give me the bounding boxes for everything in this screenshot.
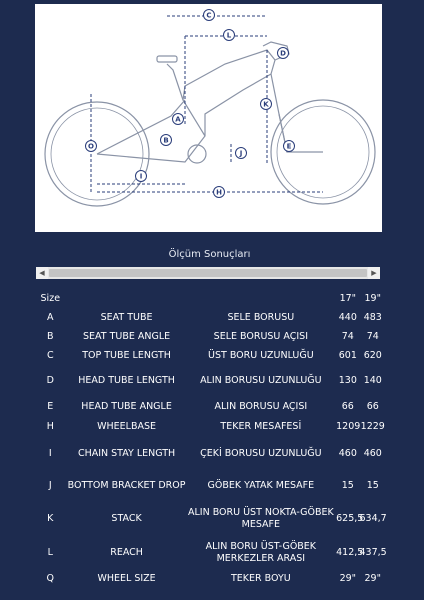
table-row	[33, 308, 386, 327]
header-size-19: 19"	[364, 292, 381, 304]
row-value-17: 601	[338, 349, 357, 361]
row-value-19: 634,7	[359, 513, 387, 524]
diagram-label-h: H	[216, 188, 222, 197]
row-value-17: 29"	[339, 572, 357, 584]
row-name-tr: ALIN BORU ÜST-GÖBEK MERKEZLER ARASI	[205, 540, 317, 564]
horizontal-scrollbar[interactable]	[36, 267, 380, 279]
row-name-en: WHEEL SIZE	[97, 572, 156, 584]
row-value-19: 66	[366, 401, 379, 412]
row-code: I	[48, 447, 52, 459]
row-code: A	[47, 311, 54, 323]
row-name-en: REACH	[110, 546, 143, 558]
row-name-tr: SELE BORUSU AÇISI	[213, 330, 309, 342]
row-name-tr: ALIN BORUSU UZUNLUĞU	[200, 375, 322, 386]
table-row	[33, 417, 386, 437]
row-name-tr: ALIN BORUSU AÇISI	[214, 401, 308, 412]
row-value-19: 620	[363, 349, 382, 361]
row-value-17: 1209	[336, 421, 361, 432]
row-name-en: TOP TUBE LENGTH	[82, 349, 171, 361]
diagram-label-l: L	[226, 31, 232, 40]
diagram-label-b: B	[163, 136, 169, 145]
header-tr	[186, 289, 337, 308]
row-name-en: HEAD TUBE LENGTH	[78, 375, 175, 386]
table-row	[33, 365, 386, 397]
diagram-label-d: D	[280, 49, 286, 58]
row-code: K	[47, 513, 54, 524]
row-name-tr: TEKER MESAFESİ	[220, 421, 302, 432]
table-row	[33, 327, 386, 346]
row-code: L	[47, 546, 53, 558]
diagram-label-e: E	[286, 142, 292, 151]
row-value-19: 460	[363, 447, 382, 459]
row-value-17: 15	[341, 480, 354, 491]
row-name-en: STACK	[111, 513, 142, 524]
diagram-label-i: I	[139, 172, 143, 181]
geometry-diagram	[35, 4, 382, 232]
measurement-table	[33, 289, 386, 588]
row-code: Q	[46, 572, 55, 584]
row-name-tr: SELE BORUSU	[227, 311, 295, 323]
results-title: Ölçüm Sonuçları	[168, 249, 251, 260]
row-value-17: 460	[338, 447, 357, 459]
row-value-17: 66	[341, 401, 354, 412]
row-value-19: 1229	[360, 421, 385, 432]
diagram-label-c: C	[206, 11, 212, 20]
table-row	[33, 437, 386, 470]
row-name-tr: ALIN BORU ÜST NOKTA-GÖBEK MESAFE	[187, 507, 334, 530]
row-value-17: 74	[341, 330, 354, 342]
row-value-19: 437,5	[359, 546, 387, 558]
row-name-en: SEAT TUBE ANGLE	[82, 330, 171, 342]
row-value-17: 130	[338, 375, 357, 386]
row-name-en: SEAT TUBE	[100, 311, 153, 323]
diagram-label-a: A	[175, 115, 181, 124]
row-name-en: BOTTOM BRACKET DROP	[67, 480, 186, 491]
row-value-19: 15	[366, 480, 379, 491]
row-value-19: 74	[366, 330, 379, 342]
row-name-tr: ÜST BORU UZUNLUĞU	[208, 349, 314, 361]
row-value-17: 625,5	[336, 513, 364, 524]
row-code: J	[48, 480, 52, 491]
row-code: H	[46, 421, 54, 432]
table-row	[33, 346, 386, 365]
row-name-tr: ÇEKİ BORUSU UZUNLUĞU	[200, 447, 322, 459]
row-code: D	[46, 375, 54, 386]
row-value-19: 140	[363, 375, 382, 386]
row-code: E	[47, 401, 54, 412]
diagram-label-k: K	[263, 100, 269, 109]
row-code: B	[47, 330, 54, 342]
header-size: Size	[40, 292, 61, 304]
scroll-thumb[interactable]	[49, 269, 367, 277]
diagram-label-j: J	[239, 149, 243, 158]
row-value-17: 412,5	[336, 546, 364, 558]
row-value-17: 440	[338, 311, 357, 323]
row-code: C	[46, 349, 54, 361]
header-size-17: 17"	[339, 292, 357, 304]
table-row	[33, 470, 386, 502]
row-name-en: CHAIN STAY LENGTH	[77, 447, 176, 459]
diagram-label-o: O	[88, 142, 94, 151]
table-header-row	[33, 289, 386, 308]
table-row	[33, 569, 386, 588]
row-value-19: 29"	[364, 572, 381, 584]
row-value-19: 483	[363, 311, 382, 323]
row-name-en: WHEELBASE	[97, 421, 157, 432]
row-name-tr: TEKER BOYU	[230, 572, 291, 584]
table-row	[33, 397, 386, 417]
row-name-en: HEAD TUBE ANGLE	[81, 401, 172, 412]
row-name-tr: GÖBEK YATAK MESAFE	[207, 480, 315, 491]
header-en	[68, 289, 186, 308]
table-row	[33, 502, 386, 536]
table-row	[33, 536, 386, 569]
scroll-left-icon[interactable]: ◀	[36, 267, 48, 279]
scroll-right-icon[interactable]: ▶	[368, 267, 380, 279]
